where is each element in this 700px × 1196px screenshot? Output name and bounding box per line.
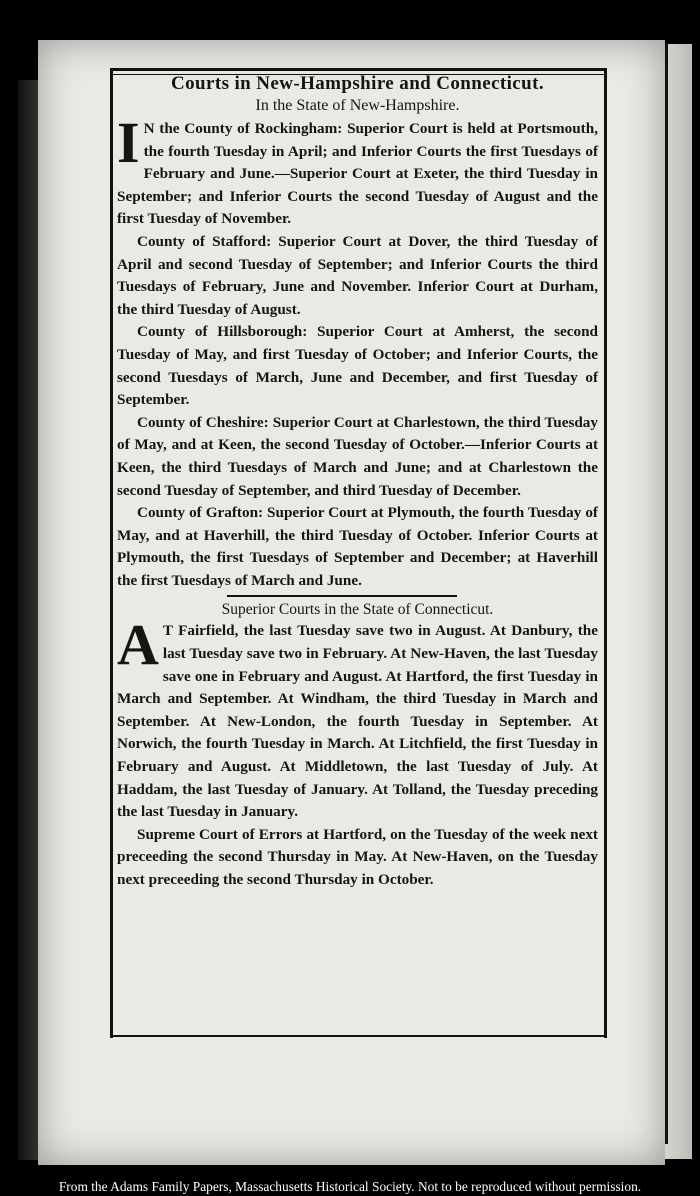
- drop-cap: A: [117, 612, 159, 678]
- paragraph-cheshire: County of Cheshire: Superior Court at Charlestown, the third Tuesday of May, and at Keen, the second Tuesday of October.—Inferior Courts at Keen, the third Tuesdays of March and June; and at Charlestown the second Tuesday of September, and third Tuesday of December.: [117, 413, 598, 499]
- paragraph-connecticut-text: T Fairfield, the last Tuesday save two in August. At Danbury, the last Tuesday save two in February. At New-Haven, the last Tuesday save one in February and August. At Hartford, the first Tuesday in March and September. At Windham, the third Tuesday in March and September. At New-London, the fourth Tuesday in September. At Norwich, the fourth Tuesday in March. At Litchfield, the first Tuesday in February and August. At Middletown, the last Tuesday of July. At Haddam, the last Tuesday of January. At Tolland, the Tuesday preceding the last Tuesday in January.: [117, 622, 598, 821]
- paragraph-hillsborough: County of Hillsborough: Superior Court at Amherst, the second Tuesday of May, and first Tuesday of October; and Inferior Courts, the second Tuesdays of March, June and December, and first Tuesday of September.: [117, 323, 598, 409]
- subtitle-connecticut: Superior Courts in the State of Connecticut.: [221, 601, 494, 619]
- copyright-footer: From the Adams Family Papers, Massachusetts Historical Society. Not to be reproduced without permission.: [58, 1179, 642, 1194]
- paragraph-supreme-court: Supreme Court of Errors at Hartford, on the Tuesday of the week next preceeding the second Thursday in May. At New-Haven, on the Tuesday next preceeding the second Thursday in October.: [117, 825, 598, 888]
- paragraph-rockingham-text: N the County of Rockingham: Superior Court is held at Portsmouth, the fourth Tuesday in April; and Inferior Courts the first Tuesdays of February and June.—Superior Court at Exeter, the third Tuesday in September; and Inferior Courts the second Tuesday of August and the first Tuesday of November.: [117, 120, 598, 228]
- section-divider: [227, 595, 457, 597]
- document-text: [117, 72, 598, 892]
- page-edge-rule: [665, 44, 668, 1144]
- paragraph-rockingham: [117, 110, 598, 231]
- frame-bottom-rule: [110, 1035, 604, 1037]
- paragraph-connecticut-courts: [117, 612, 598, 823]
- document-title: Courts in New-Hampshire and Connecticut.: [171, 73, 544, 94]
- paragraph-strafford: County of Stafford: Superior Court at Dover, the third Tuesday of April and second Tuesday of September; and Inferior Courts the third Tuesdays of February, June and November. Inferior Court at Durham, the third Tuesday of August.: [117, 232, 598, 318]
- frame-top-rule: [110, 68, 604, 71]
- paragraph-grafton: County of Grafton: Superior Court at Plymouth, the fourth Tuesday of May, and at Haverhill, the third Tuesday of October. Inferior Courts at Plymouth, the first Tuesdays of September and December; at Haverhill the first Tuesdays of March and June.: [117, 504, 598, 589]
- subtitle-new-hampshire: In the State of New-Hampshire.: [255, 97, 460, 114]
- drop-cap: I: [117, 110, 140, 175]
